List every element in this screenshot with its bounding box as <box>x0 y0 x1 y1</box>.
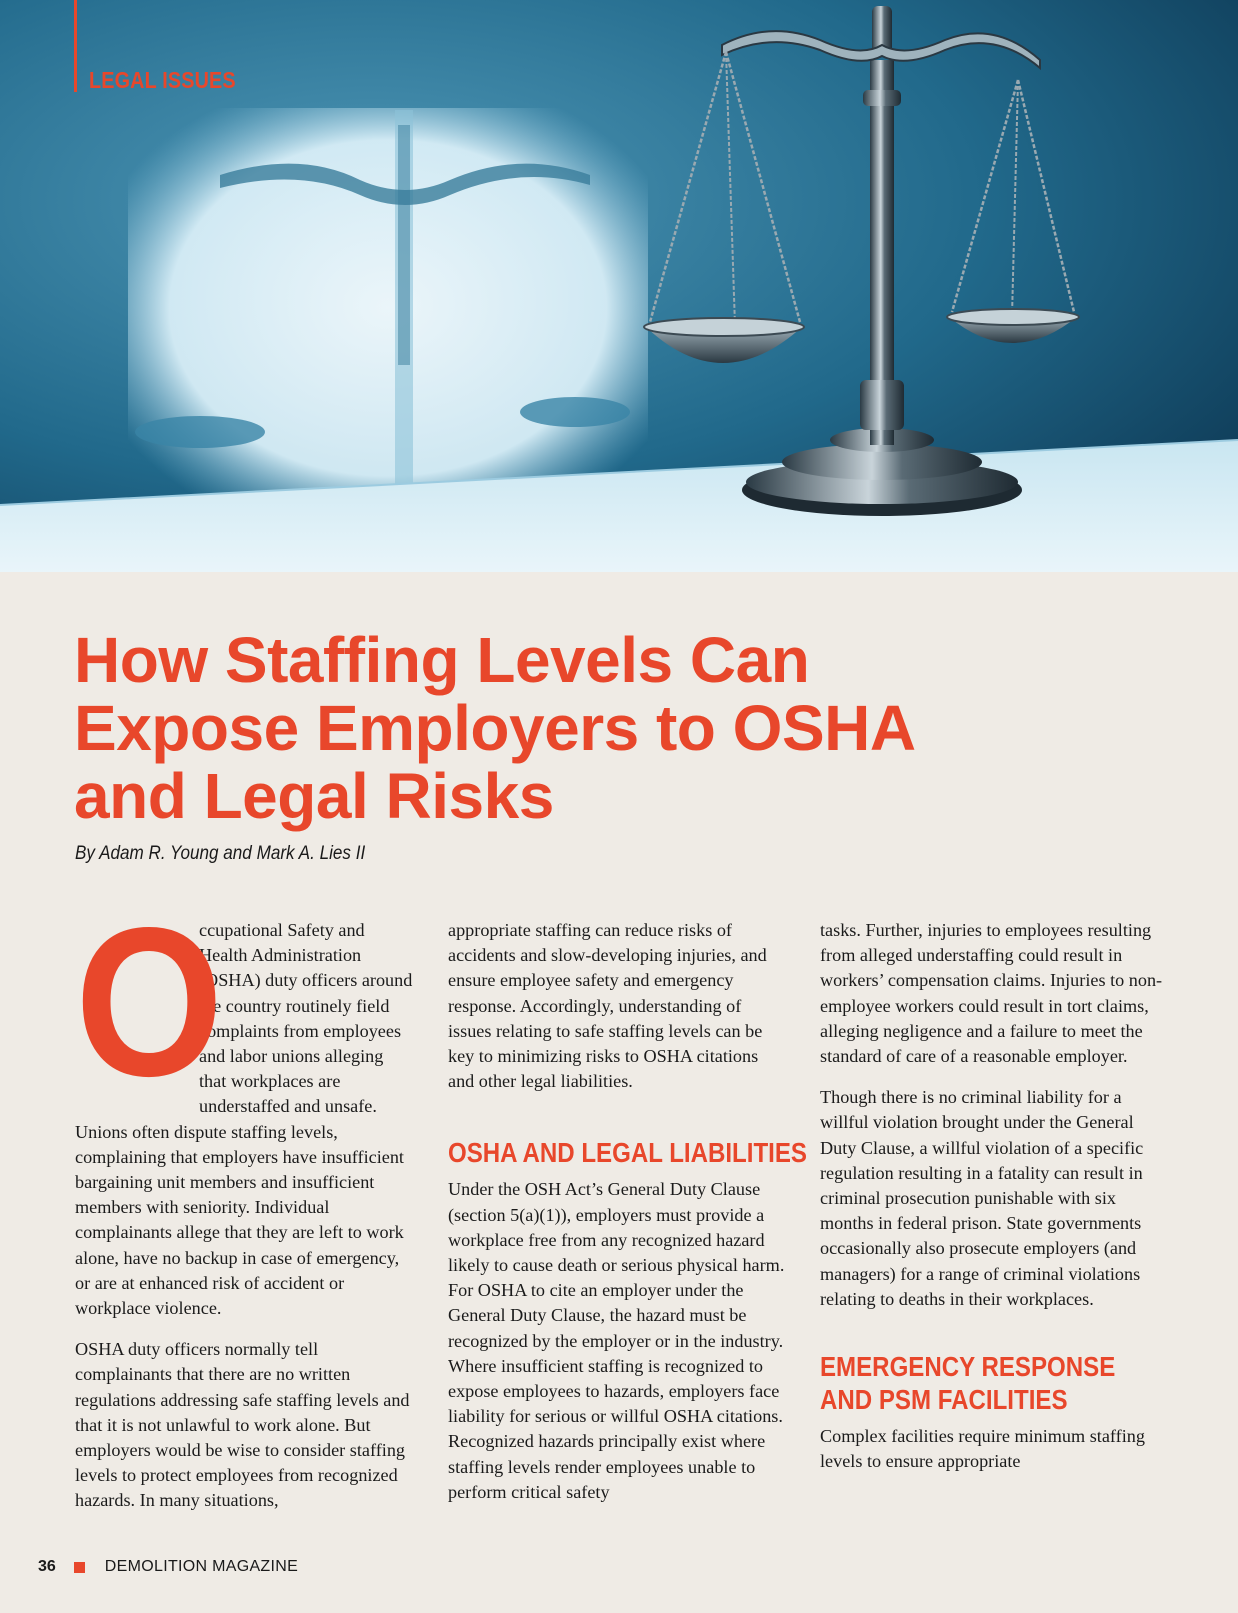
subheading-osha-liabilities: OSHA AND LEGAL LIABILITIES <box>448 1137 807 1169</box>
magazine-name: DEMOLITION MAGAZINE <box>104 1558 299 1575</box>
page-number: 36 <box>38 1558 56 1575</box>
article-headline <box>74 626 1074 830</box>
article-column-3 <box>820 918 1165 1490</box>
section-label: LEGAL ISSUES <box>89 67 236 93</box>
paragraph: Under the OSH Act’s General Duty Clause (section 5(a)(1)), employers must provide a workplace free from any recognized hazard likely to cause death or serious physical harm. For OSHA to cite an employer under the General Duty Clause, the hazard must be recognized by the employer or in the industry. Where insufficient staffing is recognized to expose employees to hazards, employers face liability for serious or willful OSHA citations. Recognized hazards principally exist where staffing levels render employees unable to perform critical safety <box>448 1179 785 1502</box>
paragraph <box>75 883 415 1321</box>
page-footer <box>38 1558 298 1576</box>
headline-line-1: How Staffing Levels Can <box>74 624 810 696</box>
headline-line-3: and Legal Risks <box>74 760 554 832</box>
square-bullet-icon <box>74 1562 85 1573</box>
paragraph-text: ccupational Safety and Health Administration (OSHA) duty officers around the country routinely field complaints from employees and labor unions alleging that workplaces are understaffed and unsafe. Unions often dispute staffing levels, complaining that employers have insufficient bargaining unit members and insufficient members with seniority. Individual complainants allege that they are left to work alone, have no backup in case of emergency, or are at enhanced risk of accident or workplace violence. <box>75 920 413 1319</box>
subheading-line-2: AND PSM FACILITIES <box>820 1384 1068 1416</box>
paragraph: Complex facilities require minimum staffing levels to ensure appropriate <box>820 1426 1145 1472</box>
headline-line-2: Expose Employers to OSHA <box>74 692 916 764</box>
section-tag <box>74 0 236 93</box>
paragraph: appropriate staffing can reduce risks of accidents and slow-developing injuries, and ensure employee safety and emergency response. Accordingly, understanding of issues relating to safe staffing levels can be key to minimizing risks to OSHA citations and other legal liabilities. <box>448 920 767 1092</box>
paragraph: OSHA duty officers normally tell complainants that there are no written regulations addressing safe staffing levels and that it is not unlawful to work alone. But employers would be wise to consider staffing levels to protect employees from recognized hazards. In many situations, <box>75 1339 410 1511</box>
article-column-2 <box>448 918 807 1521</box>
byline: By Adam R. Young and Mark A. Lies II <box>75 843 366 864</box>
subheading-emergency-response <box>820 1350 1117 1416</box>
subheading-line-1: EMERGENCY RESPONSE <box>820 1351 1116 1383</box>
paragraph: Though there is no criminal liability for a willful violation brought under the General Duty Clause, a willful violation of a specific regulation resulting in a fatality can result in criminal prosecution punishable with six months in federal prison. State governments occasionally also prosecute employers (and managers) for a range of criminal violations relating to deaths in their workplaces. <box>820 1087 1144 1309</box>
article-column-1 <box>75 883 415 1530</box>
paragraph: tasks. Further, injuries to employees resulting from alleged understaffing could result in workers’ compensation claims. Injuries to non-employee workers could result in tort claims, alleging negligence and a failure to meet the standard of care of a reasonable employer. <box>820 920 1163 1067</box>
drop-cap: O <box>75 883 224 1120</box>
